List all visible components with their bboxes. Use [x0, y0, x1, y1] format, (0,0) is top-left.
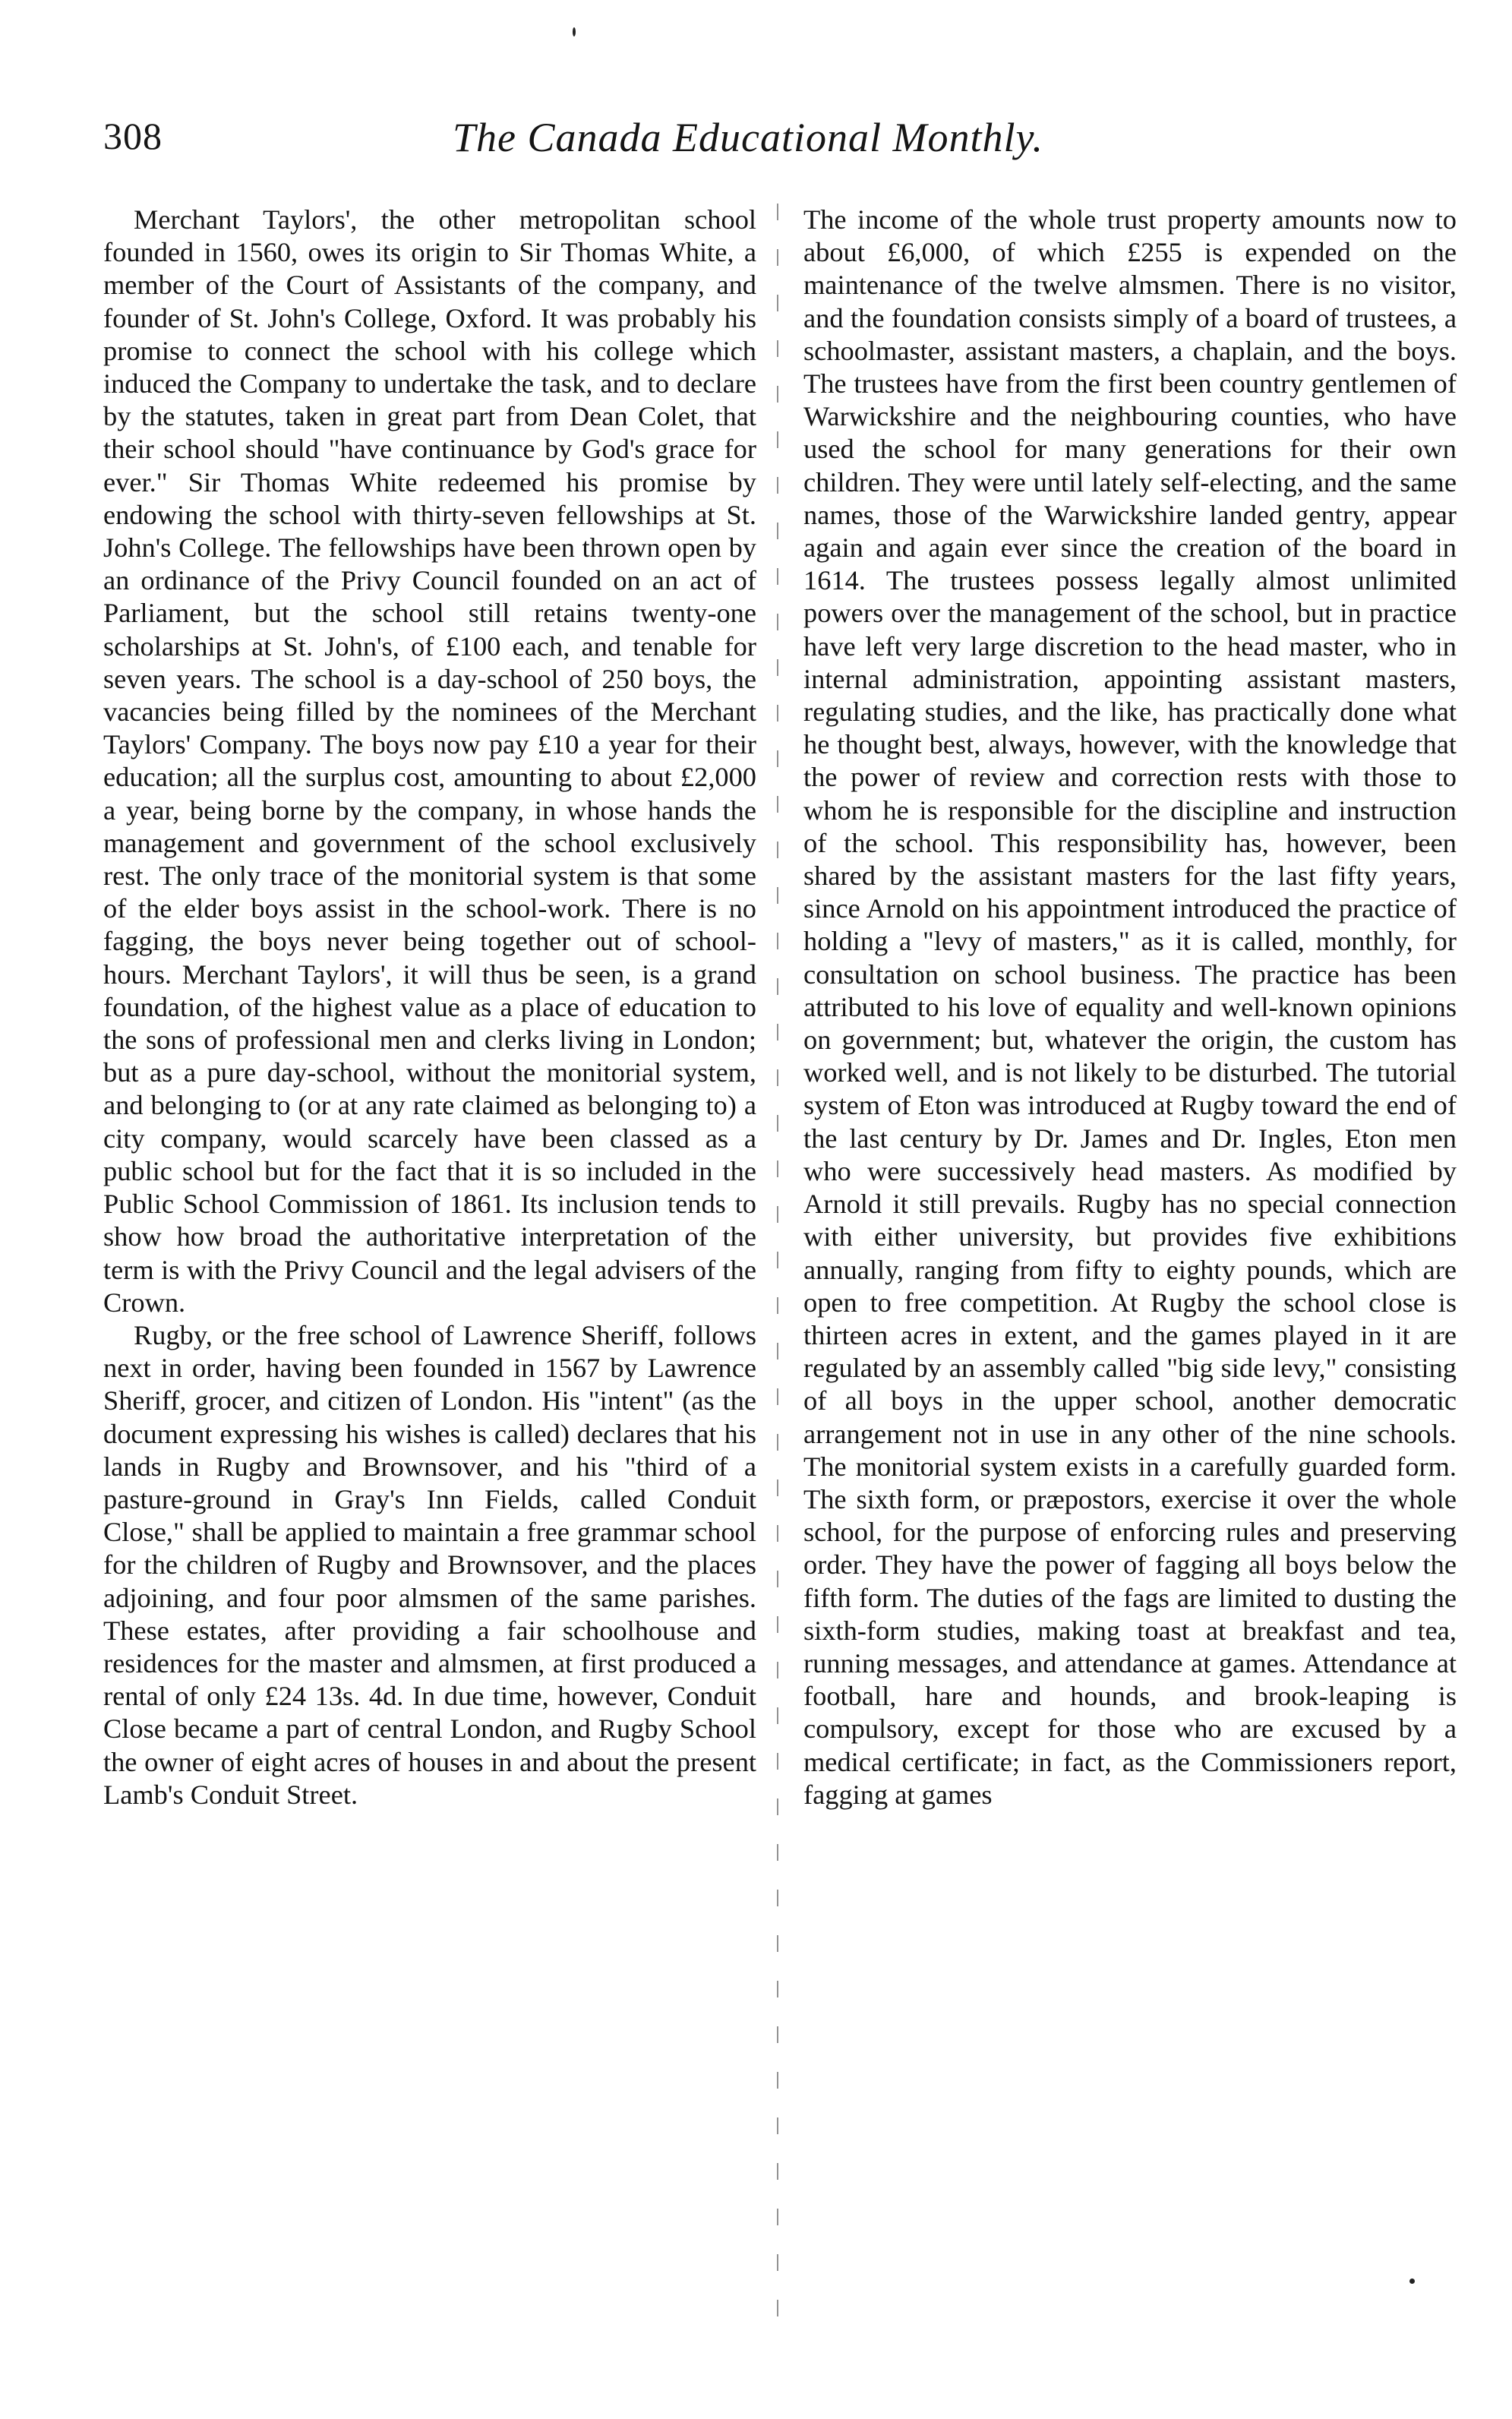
paragraph-rugby-founding: Rugby, or the free school of Lawrence Sheriff, follows next in order, having been founded in 1567 by Lawrence Sheriff, grocer, and citizen of London. His "intent" (as the document expressing his wishes is called) declares that his lands in Rugby and Brownsover, and his "third of a pasture-ground in Gray's Inn Fields, called Conduit Close," shall be applied to maintain a free grammar school for the children of Rugby and Brownsover, and the places adjoining, and four poor almsmen of the same parishes. These estates, after providing a fair schoolhouse and residences for the master and almsmen, at first produced a rental of only £24 13s. 4d. In due time, however, Conduit Close became a part of central London, and Rugby School the owner of eight acres of houses in and about the present Lamb's Conduit Street.	[103, 1319, 756, 1810]
print-speck	[1409, 2278, 1415, 2284]
print-speck	[573, 27, 576, 36]
right-column	[803, 204, 1457, 1811]
page-number: 308	[103, 115, 163, 157]
page-header	[103, 114, 1455, 175]
paragraph-rugby-trust: The income of the whole trust property amounts now to about £6,000, of which £255 is expended on the maintenance of the twelve almsmen. There is no visitor, and the foundation consists simply of a board of trustees, a schoolmaster, assistant masters, a chaplain, and the boys. The trustees have from the first been country gentlemen of Warwickshire and the neighbouring counties, who have used the school for many generations for their own children. They were until lately self-electing, and the same names, those of the Warwickshire landed gentry, appear again and again ever since the creation of the board in 1614. The trustees possess legally almost unlimited powers over the management of the school, but in practice have left very large discretion to the head master, who in internal administration, appointing assistant masters, regulating studies, and the like, has practically done what he thought best, always, however, with the knowledge that the power of review and correction rests with those to whom he is responsible for the discipline and instruction of the school. This responsibility has, however, been shared by the assistant masters for the last fifty years, since Arnold on his appointment introduced the practice of holding a "levy of masters," as it is called, monthly, for consultation on school business. The practice has been attributed to his love of equality and well-known opinions on government; but, whatever the origin, the custom has worked well, and is not likely to be disturbed. The tutorial system of Eton was introduced at Rugby toward the end of the last century by Dr. James and Dr. Ingles, Eton men who were successively head masters. As modified by Arnold it still prevails. Rugby has no special connection with either university, but provides five exhibitions annually, ranging from fifty to eighty pounds, which are open to free competition. At Rugby the school close is thirteen acres in extent, and the games played in it are regulated by an assembly called "big side levy," consisting of all boys in the upper school, another democratic arrangement not in use in any other of the nine schools. The monitorial system exists in a carefully guarded form. The sixth form, or præpostors, exercise it over the whole school, for the purpose of enforcing rules and preserving order. They have the power of fagging all boys below the fifth form. The duties of the fags are limited to dusting the sixth-form studies, making toast at breakfast and tea, running messages, and attendance at games. Attendance at football, hare and hounds, and brook-leaping is compulsory, except for those who are excused by a medical certificate; in fact, as the Commissioners report, fagging at games	[803, 204, 1457, 1810]
paragraph-merchant-taylors: Merchant Taylors', the other metropolitan school founded in 1560, owes its origin to Sir Thomas White, a member of the Court of Assistants of the company, and founder of St. John's College, Oxford. It was probably his promise to connect the school with his college which induced the Company to undertake the task, and to declare by the statutes, taken in great part from Dean Colet, that their school should "have continuance by God's grace for ever." Sir Thomas White redeemed his promise by endowing the school with thirty-seven fellowships at St. John's College. The fellowships have been thrown open by an ordinance of the Privy Council founded on an act of Parliament, but the school still retains twenty-one scholarships at St. John's, of £100 each, and tenable for seven years. The school is a day-school of 250 boys, the vacancies being filled by the nominees of the Merchant Taylors' Company. The boys now pay £10 a year for their education; all the surplus cost, amounting to about £2,000 a year, being borne by the company, in whose hands the management and government of the school exclusively rest. The only trace of the monitorial system is that some of the elder boys assist in the school-work. There is no fagging, the boys never being together out of school-hours. Merchant Taylors', it will thus be seen, is a grand foundation, of the highest value as a place of education to the sons of professional men and clerks living in London; but as a pure day-school, without the monitorial system, and belonging to (or at any rate claimed as belonging to) a city company, would scarcely have been classed as a public school but for the fact that it is so included in the Public School Commission of 1861. Its inclusion tends to show how broad the authoritative interpretation of the term is with the Privy Council and the legal advisers of the Crown.	[103, 204, 756, 1318]
left-column	[103, 204, 756, 1811]
column-divider	[777, 204, 778, 2330]
running-title: The Canada Educational Monthly.	[453, 115, 1043, 160]
